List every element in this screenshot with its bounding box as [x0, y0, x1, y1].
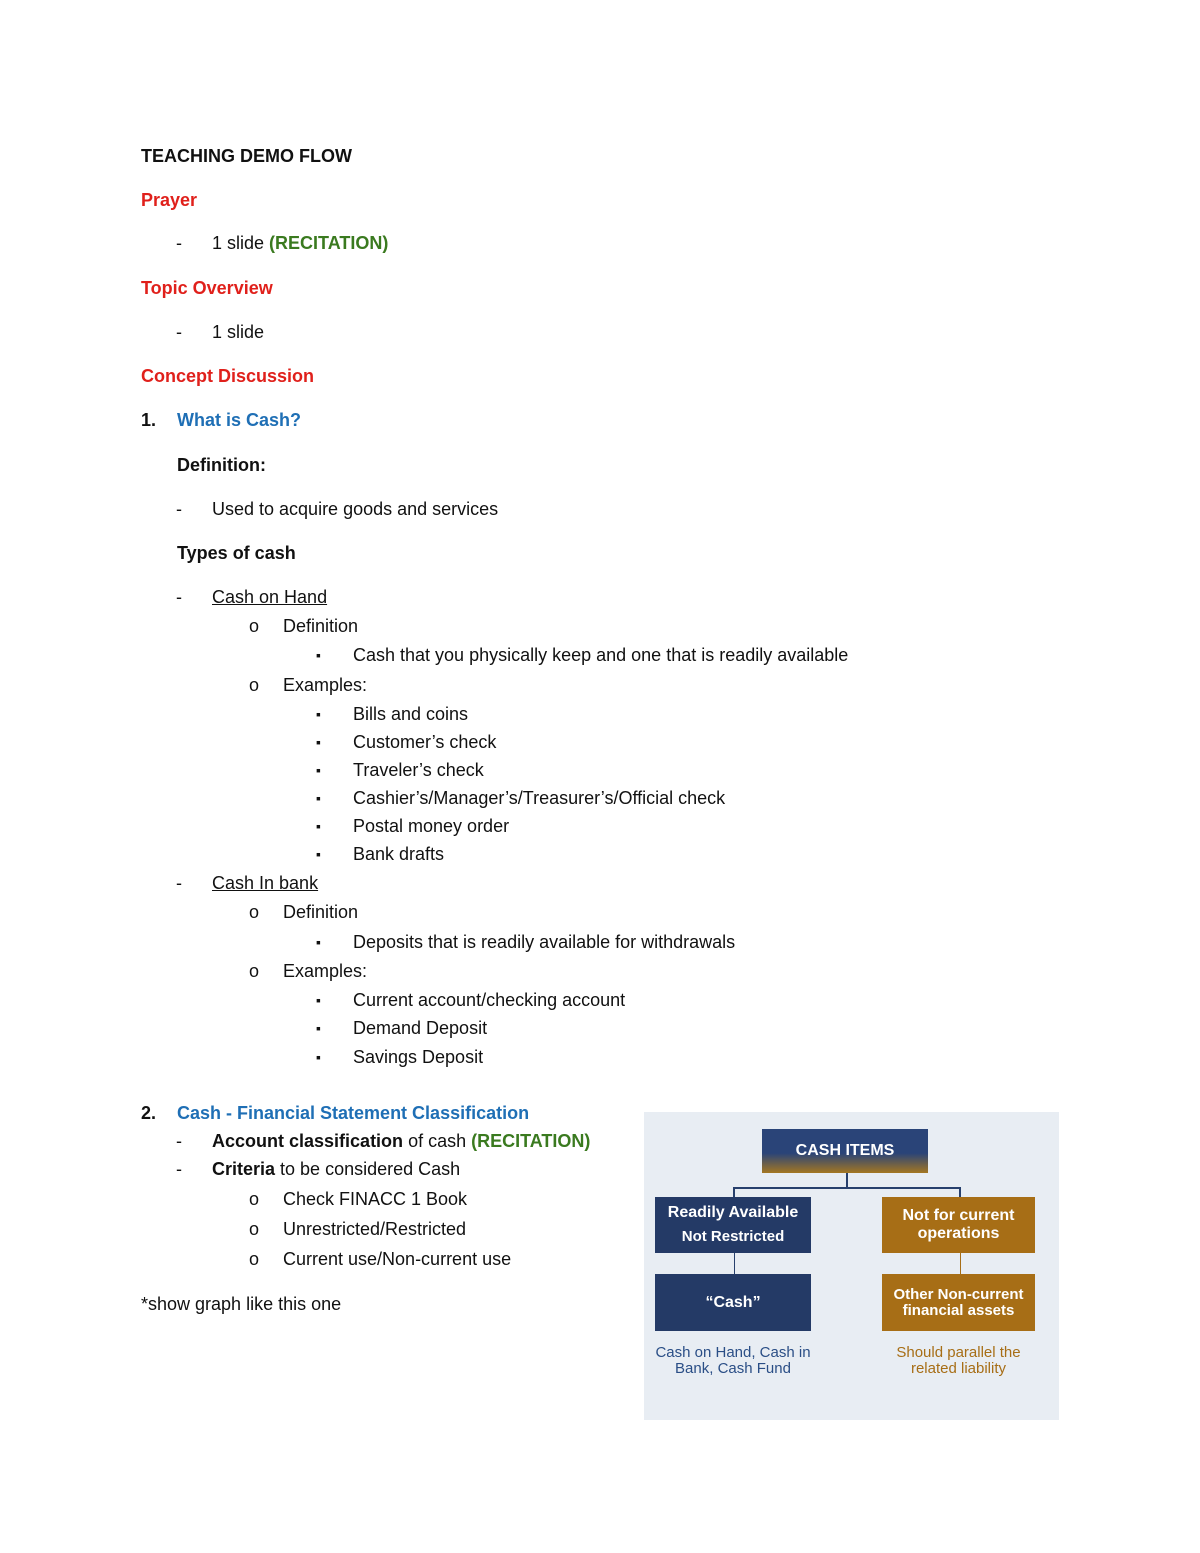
section2-title: Cash - Financial Statement Classification — [177, 1103, 530, 1123]
circle-bullet: o — [249, 675, 260, 695]
not-restricted-label: Not Restricted — [681, 1228, 785, 1245]
circle-bullet: o — [249, 1249, 260, 1269]
cash-result-box: “Cash” — [655, 1274, 811, 1331]
cash-on-hand-definition-text: Cash that you physically keep and one that is readily available — [353, 645, 849, 665]
circle-bullet: o — [249, 616, 260, 636]
liability-caption: Should parallel the related liability — [896, 1344, 1021, 1377]
connector-line — [733, 1187, 735, 1197]
circle-bullet: o — [249, 1189, 260, 1209]
other-non-current-assets-box: Other Non-current financial assets — [882, 1274, 1035, 1331]
circle-bullet: o — [249, 1219, 260, 1239]
topic-overview-heading: Topic Overview — [141, 278, 273, 298]
connector-line — [846, 1173, 848, 1187]
connector-line — [734, 1253, 735, 1274]
criteria-entry: Check FINACC 1 Book — [283, 1189, 468, 1209]
cash-in-bank-title: Cash In bank — [212, 873, 319, 893]
definition-label: Definition: — [177, 455, 266, 475]
cash-in-bank-definition-text: Deposits that is readily available for withdrawals — [353, 932, 736, 952]
account-classification-rest: of cash — [403, 1131, 472, 1151]
section1-number: 1. — [141, 410, 157, 430]
cash-on-hand-title: Cash on Hand — [212, 587, 328, 607]
cash-on-hand-definition-label: Definition — [283, 616, 359, 636]
definition-item: Used to acquire goods and services — [212, 499, 499, 519]
dash-bullet: - — [176, 322, 182, 342]
graph-note: *show graph like this one — [141, 1294, 342, 1314]
square-bullet: ▪ — [316, 992, 321, 1008]
section1-title: What is Cash? — [177, 410, 302, 430]
readily-available-label: Readily Available — [667, 1204, 799, 1221]
connector-line — [960, 1253, 961, 1274]
cash-on-hand-example: Traveler’s check — [353, 760, 484, 780]
cash-on-hand-example: Bills and coins — [353, 704, 469, 724]
criteria-rest: to be considered Cash — [275, 1159, 461, 1179]
dash-bullet: - — [176, 1159, 182, 1179]
cash-in-bank-definition-label: Definition — [283, 902, 359, 922]
prayer-item-text: 1 slide — [212, 233, 265, 253]
dash-bullet: - — [176, 233, 182, 253]
square-bullet: ▪ — [316, 1049, 321, 1065]
dash-bullet: - — [176, 1131, 182, 1151]
cash-in-bank-example: Savings Deposit — [353, 1047, 484, 1067]
connector-line — [733, 1187, 961, 1189]
account-classification-bold: Account classification — [212, 1131, 404, 1151]
cash-items-diagram — [644, 1112, 1059, 1420]
square-bullet: ▪ — [316, 846, 321, 862]
prayer-item — [212, 232, 388, 254]
square-bullet: ▪ — [316, 818, 321, 834]
square-bullet: ▪ — [316, 734, 321, 750]
cash-on-hand-example: Cashier’s/Manager’s/Treasurer’s/Official check — [353, 788, 726, 808]
account-classification-item — [212, 1130, 590, 1152]
section2-number: 2. — [141, 1103, 157, 1123]
dash-bullet: - — [176, 873, 182, 893]
document-title: TEACHING DEMO FLOW — [141, 146, 352, 166]
cash-in-bank-examples-label: Examples: — [283, 961, 368, 981]
cash-items-box: CASH ITEMS — [762, 1129, 928, 1173]
prayer-recitation-tag: (RECITATION) — [269, 233, 389, 253]
account-classification-recitation-tag: (RECITATION) — [471, 1131, 591, 1151]
square-bullet: ▪ — [316, 934, 321, 950]
prayer-heading: Prayer — [141, 190, 198, 210]
criteria-bold: Criteria — [212, 1159, 276, 1179]
topic-overview-item: 1 slide — [212, 322, 265, 342]
criteria-entry: Unrestricted/Restricted — [283, 1219, 467, 1239]
connector-line — [959, 1187, 961, 1197]
cash-on-hand-examples-label: Examples: — [283, 675, 368, 695]
dash-bullet: - — [176, 587, 182, 607]
square-bullet: ▪ — [316, 1020, 321, 1036]
square-bullet: ▪ — [316, 762, 321, 778]
cash-on-hand-example: Postal money order — [353, 816, 510, 836]
square-bullet: ▪ — [316, 790, 321, 806]
criteria-entry: Current use/Non-current use — [283, 1249, 512, 1269]
cash-on-hand-example: Customer’s check — [353, 732, 497, 752]
concept-discussion-heading: Concept Discussion — [141, 366, 315, 386]
not-for-current-operations-box: Not for current operations — [882, 1197, 1035, 1253]
square-bullet: ▪ — [316, 647, 321, 663]
criteria-item — [212, 1158, 460, 1180]
dash-bullet: - — [176, 499, 182, 519]
cash-on-hand-example: Bank drafts — [353, 844, 445, 864]
cash-in-bank-example: Current account/checking account — [353, 990, 626, 1010]
circle-bullet: o — [249, 961, 260, 981]
circle-bullet: o — [249, 902, 260, 922]
types-of-cash-label: Types of cash — [177, 543, 296, 563]
square-bullet: ▪ — [316, 706, 321, 722]
cash-caption: Cash on Hand, Cash in Bank, Cash Fund — [655, 1344, 811, 1377]
cash-in-bank-example: Demand Deposit — [353, 1018, 488, 1038]
readily-available-box — [655, 1197, 811, 1253]
